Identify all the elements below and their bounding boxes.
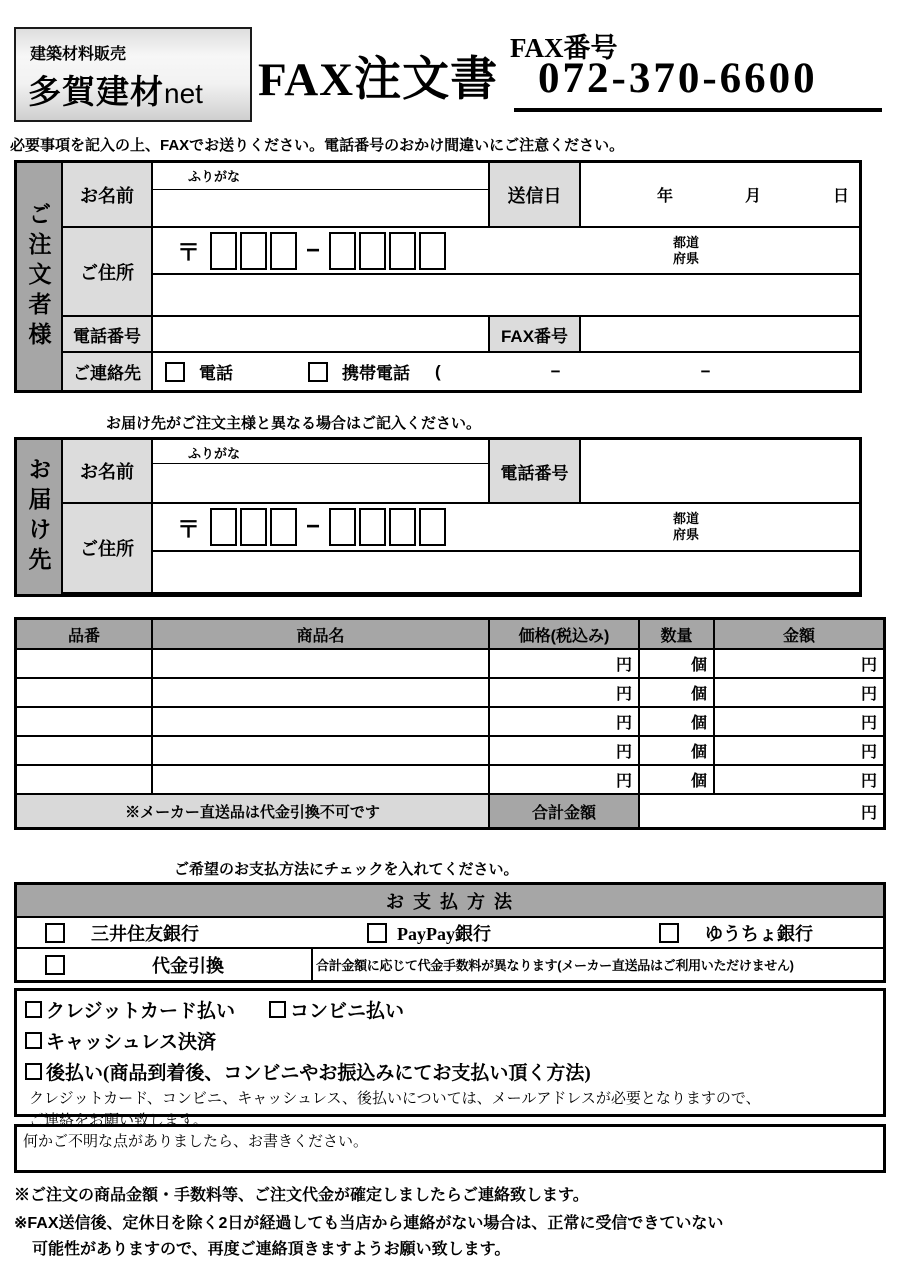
postal-digit-box[interactable] bbox=[419, 508, 446, 546]
postal-digit-box[interactable] bbox=[359, 508, 386, 546]
product-amount-input[interactable] bbox=[715, 737, 883, 766]
instruction-top: 必要事項を記入の上、FAXでお送りください。電話番号のおかけ間違いにご注意ください。 bbox=[10, 137, 625, 154]
yen-unit: 円 bbox=[860, 773, 877, 790]
product-qty-input[interactable] bbox=[640, 766, 715, 795]
col-header-qty: 数量 bbox=[640, 620, 715, 650]
orderer-side-band bbox=[17, 163, 63, 390]
contact-paren: ( bbox=[435, 361, 441, 381]
cod-option bbox=[17, 949, 313, 980]
yen-unit: 円 bbox=[615, 686, 632, 703]
product-amount-input[interactable] bbox=[715, 708, 883, 737]
postal-digit-box[interactable] bbox=[240, 508, 267, 546]
extra-option-row1 bbox=[25, 996, 875, 1023]
fax-number-label: FAX番号 bbox=[510, 33, 618, 63]
atobarai-label: 後払い(商品到着後、コンビニやお振込みにてお支払い頂く方法) bbox=[46, 1063, 591, 1084]
send-date-input[interactable] bbox=[581, 163, 859, 228]
comment-box-label: 何かご不明な点がありましたら、お書きください。 bbox=[23, 1134, 369, 1150]
postal-mark: 〒 bbox=[177, 239, 200, 265]
payment-table bbox=[14, 882, 886, 983]
delivery-side-label: お届け先 bbox=[25, 457, 52, 577]
yen-unit: 円 bbox=[860, 744, 877, 761]
cashless-checkbox[interactable] bbox=[25, 1032, 42, 1049]
col-header-price: 価格(税込み) bbox=[490, 620, 640, 650]
extra-option-row3 bbox=[25, 1058, 875, 1085]
payment-email-note-line1: クレジットカード、コンビニ、キャッシュレス、後払いについては、メールアドレスが必要となりますので、 bbox=[29, 1091, 761, 1107]
contact-phone-checkbox[interactable] bbox=[165, 362, 185, 382]
atobarai-checkbox[interactable] bbox=[25, 1063, 42, 1080]
product-name-input[interactable] bbox=[153, 679, 490, 708]
orderer-fax-label: FAX番号 bbox=[490, 317, 581, 353]
orderer-phone-input[interactable] bbox=[153, 317, 490, 353]
product-price-input[interactable] bbox=[490, 650, 640, 679]
yen-unit: 円 bbox=[860, 657, 877, 674]
cod-note: 合計金額に応じて代金手数料が異なります(メーカー直送品はご利用いただけません) bbox=[316, 958, 794, 973]
product-price-input[interactable] bbox=[490, 708, 640, 737]
logo-name-suffix: net bbox=[164, 78, 203, 109]
product-code-input[interactable] bbox=[17, 650, 153, 679]
product-code-input[interactable] bbox=[17, 766, 153, 795]
postal-digit-box[interactable] bbox=[270, 508, 297, 546]
postal-digit-box[interactable] bbox=[210, 508, 237, 546]
delivery-address-input[interactable] bbox=[153, 552, 859, 594]
orderer-table bbox=[14, 160, 862, 393]
prefecture-label: 都道 府県 bbox=[672, 234, 699, 266]
credit-checkbox[interactable] bbox=[25, 1001, 42, 1018]
pcs-unit: 個 bbox=[690, 715, 707, 732]
furigana-label: ふりがな bbox=[188, 169, 241, 184]
product-code-input[interactable] bbox=[17, 708, 153, 737]
prefecture-label: 都道 府県 bbox=[672, 511, 699, 542]
product-name-input[interactable] bbox=[153, 766, 490, 795]
instruction-delivery: お届け先がご注文主様と異なる場合はご記入ください。 bbox=[106, 415, 482, 432]
col-header-code: 品番 bbox=[17, 620, 153, 650]
product-price-input[interactable] bbox=[490, 679, 640, 708]
delivery-name-input[interactable] bbox=[153, 464, 490, 504]
conbini-label: コンビニ払い bbox=[289, 1001, 404, 1022]
payment-header: お 支 払 方 法 bbox=[17, 885, 883, 918]
postal-digit-box[interactable] bbox=[419, 232, 446, 270]
product-price-input[interactable] bbox=[490, 737, 640, 766]
product-amount-input[interactable] bbox=[715, 766, 883, 795]
yen-unit: 円 bbox=[860, 686, 877, 703]
yen-unit: 円 bbox=[615, 773, 632, 790]
logo-name-main: 多賀建材 bbox=[28, 73, 164, 110]
delivery-name-label: お名前 bbox=[63, 440, 153, 504]
yen-unit: 円 bbox=[615, 744, 632, 761]
total-amount-input[interactable] bbox=[640, 795, 883, 827]
credit-label: クレジットカード払い bbox=[46, 1001, 235, 1022]
orderer-phone-label: 電話番号 bbox=[63, 317, 153, 353]
conbini-checkbox[interactable] bbox=[269, 1001, 286, 1018]
bank1-label: 三井住友銀行 bbox=[91, 923, 199, 944]
product-qty-input[interactable] bbox=[640, 650, 715, 679]
bank3-option bbox=[659, 920, 813, 946]
contact-phone-label: 電話 bbox=[199, 364, 233, 383]
yen-unit: 円 bbox=[860, 804, 877, 822]
contact-mobile-checkbox[interactable] bbox=[308, 362, 328, 382]
bank1-option bbox=[45, 920, 199, 946]
product-code-input[interactable] bbox=[17, 737, 153, 766]
orderer-address-label: ご住所 bbox=[63, 228, 153, 317]
bank3-label: ゆうちょ銀行 bbox=[705, 923, 813, 944]
pcs-unit: 個 bbox=[690, 773, 707, 790]
bank1-checkbox[interactable] bbox=[45, 923, 65, 943]
orderer-postal-field[interactable] bbox=[153, 228, 859, 275]
orderer-side-label: ご注文者様 bbox=[25, 201, 52, 352]
bank2-checkbox[interactable] bbox=[367, 923, 387, 943]
product-amount-input[interactable] bbox=[715, 650, 883, 679]
postal-digit-box[interactable] bbox=[240, 232, 267, 270]
product-qty-input[interactable] bbox=[640, 708, 715, 737]
product-name-input[interactable] bbox=[153, 650, 490, 679]
product-name-input[interactable] bbox=[153, 708, 490, 737]
cod-label: 代金引換 bbox=[152, 955, 224, 976]
bank3-checkbox[interactable] bbox=[659, 923, 679, 943]
orderer-furigana-field[interactable] bbox=[153, 163, 490, 190]
page-title: FAX注文書 bbox=[258, 54, 499, 106]
payment-email-note-line2: ご連絡をお願い致します。 bbox=[29, 1112, 208, 1129]
postal-digit-box[interactable] bbox=[389, 232, 416, 270]
company-logo bbox=[14, 27, 252, 122]
col-header-amount: 金額 bbox=[715, 620, 883, 650]
pcs-unit: 個 bbox=[690, 686, 707, 703]
postal-mark: 〒 bbox=[177, 515, 200, 542]
contact-field bbox=[153, 353, 859, 390]
postal-digit-box[interactable] bbox=[389, 508, 416, 546]
delivery-address-label: ご住所 bbox=[63, 504, 153, 594]
cod-checkbox[interactable] bbox=[45, 955, 65, 975]
year-label: 年 bbox=[656, 188, 673, 205]
postal-digit-box[interactable] bbox=[210, 232, 237, 270]
fax-number-value: 072-370-6600 bbox=[538, 55, 818, 102]
extra-payment-box bbox=[14, 988, 886, 1129]
extra-option-row2 bbox=[25, 1027, 875, 1054]
footer-note1: ※ご注文の商品金額・手数料等、ご注文代金が確定しましたらご連絡致します。 bbox=[14, 1187, 589, 1204]
contact-mobile-label: 携帯電話 bbox=[342, 364, 410, 383]
postal-digit-box[interactable] bbox=[329, 232, 356, 270]
fax-number-underline bbox=[514, 108, 882, 112]
orderer-address-input[interactable] bbox=[153, 275, 859, 317]
product-qty-input[interactable] bbox=[640, 679, 715, 708]
total-label: 合計金額 bbox=[490, 795, 640, 827]
furigana-label: ふりがな bbox=[188, 446, 241, 461]
bank2-option bbox=[367, 920, 491, 946]
footer-note2-line1: ※FAX送信後、定休日を除く2日が経過しても当店から連絡がない場合は、正常に受信できていない bbox=[14, 1215, 724, 1232]
postal-digit-box[interactable] bbox=[359, 232, 386, 270]
bank2-label: PayPay銀行 bbox=[397, 923, 491, 944]
delivery-phone-label: 電話番号 bbox=[490, 440, 581, 504]
pcs-unit: 個 bbox=[690, 744, 707, 761]
pcs-unit: 個 bbox=[690, 657, 707, 674]
product-price-input[interactable] bbox=[490, 766, 640, 795]
product-name-input[interactable] bbox=[153, 737, 490, 766]
direct-shipping-note: ※メーカー直送品は代金引換不可です bbox=[17, 795, 490, 827]
delivery-side-band bbox=[17, 440, 63, 594]
delivery-postal-field[interactable] bbox=[153, 504, 859, 552]
yen-unit: 円 bbox=[615, 715, 632, 732]
product-code-input[interactable] bbox=[17, 679, 153, 708]
day-label: 日 bbox=[832, 188, 849, 205]
contact-dash1: − bbox=[550, 361, 561, 381]
delivery-table bbox=[14, 437, 862, 597]
orderer-name-label: お名前 bbox=[63, 163, 153, 228]
product-qty-input[interactable] bbox=[640, 737, 715, 766]
send-date-label: 送信日 bbox=[490, 163, 581, 228]
products-table bbox=[14, 617, 886, 830]
postal-digit-box[interactable] bbox=[270, 232, 297, 270]
orderer-name-input[interactable] bbox=[153, 190, 490, 228]
yen-unit: 円 bbox=[615, 657, 632, 674]
cashless-label: キャッシュレス決済 bbox=[46, 1032, 217, 1053]
footer-note2-line2: 可能性がありますので、再度ご連絡頂きますようお願い致します。 bbox=[32, 1241, 511, 1258]
month-label: 月 bbox=[744, 188, 761, 205]
delivery-phone-input[interactable] bbox=[581, 440, 859, 504]
logo-tagline: 建築材料販売 bbox=[30, 46, 127, 63]
contact-dash2: − bbox=[700, 361, 711, 381]
postal-digit-box[interactable] bbox=[329, 508, 356, 546]
product-amount-input[interactable] bbox=[715, 679, 883, 708]
delivery-furigana-field[interactable] bbox=[153, 440, 490, 464]
logo-name bbox=[28, 66, 250, 113]
col-header-name: 商品名 bbox=[153, 620, 490, 650]
instruction-payment: ご希望のお支払方法にチェックを入れてください。 bbox=[174, 861, 519, 878]
contact-label: ご連絡先 bbox=[63, 353, 153, 390]
payment-bank-row bbox=[17, 918, 883, 949]
comment-box[interactable] bbox=[14, 1124, 886, 1173]
postal-dash: − bbox=[306, 513, 321, 540]
postal-dash: − bbox=[306, 236, 321, 264]
orderer-fax-input[interactable] bbox=[581, 317, 859, 353]
yen-unit: 円 bbox=[860, 715, 877, 732]
